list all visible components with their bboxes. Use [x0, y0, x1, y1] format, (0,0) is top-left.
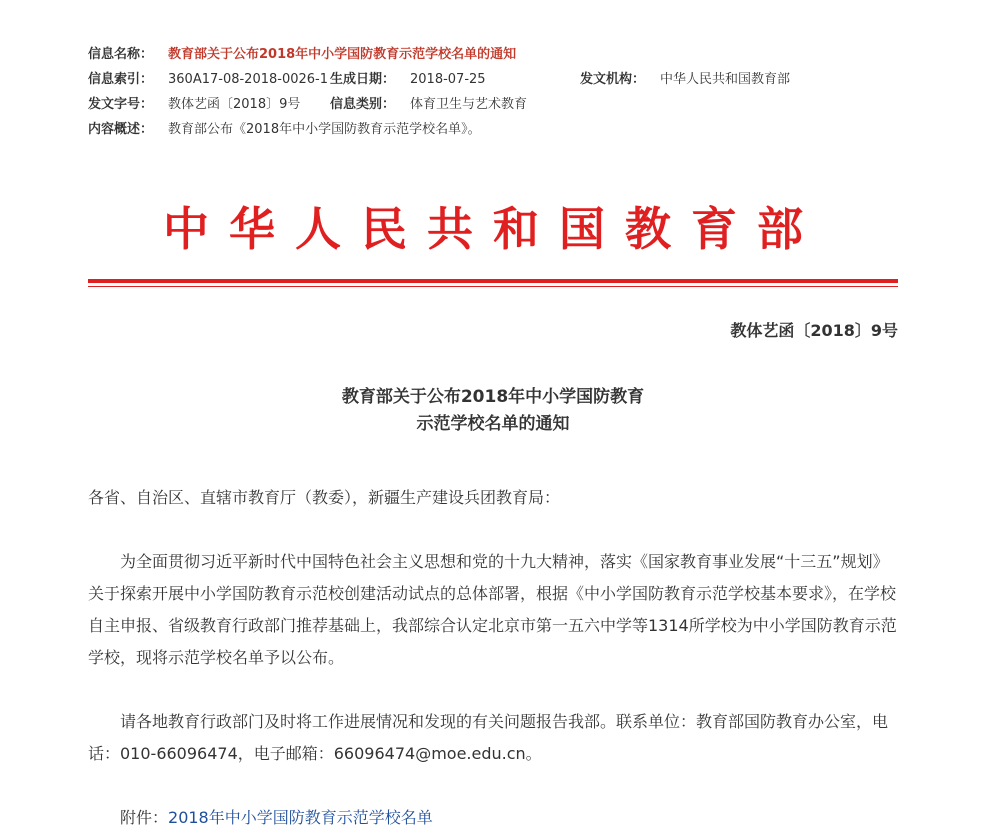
meta-category-label: 信息类别：: [330, 97, 396, 112]
attachment-link[interactable]: 2018年中小学国防教育示范学校名单: [168, 808, 433, 827]
document-title: [88, 384, 898, 438]
salutation: 各省、自治区、直辖市教育厅（教委），新疆生产建设兵团教育局：: [88, 488, 561, 507]
meta-docno-value: 教体艺函〔2018〕9号: [168, 97, 301, 112]
meta-org-label: 发文机构：: [580, 72, 646, 87]
header-red-rule-thick: [88, 279, 898, 283]
meta-summary-label: 内容概述：: [88, 122, 154, 137]
meta-date-label: 生成日期：: [330, 72, 396, 87]
body-paragraph-1: 为全面贯彻习近平新时代中国特色社会主义思想和党的十九大精神，落实《国家教育事业发展“十三五”规划》关于探索开展中小学国防教育示范校创建活动试点的总体部署，根据《中小学国防教育示范学校基本要求》，在学校自主申报、省级教育行政部门推荐基础上，我部综合认定北京市第一五六中学等1314所学校为中小学国防教育示范学校，现将示范学校名单予以公布。: [88, 552, 897, 667]
attachment-line: [88, 802, 900, 834]
ministry-header-title: 中华人民共和国教育部: [163, 202, 823, 256]
document-title-line-2: 示范学校名单的通知: [416, 414, 570, 434]
document-title-line-1: 教育部关于公布2018年中小学国防教育: [341, 387, 645, 407]
document-number: 教体艺函〔2018〕9号: [730, 321, 898, 340]
info-metadata-panel: [88, 42, 908, 142]
meta-index-label: 信息索引：: [88, 72, 154, 87]
meta-org-value: 中华人民共和国教育部: [660, 72, 791, 87]
body-paragraph-2: 请各地教育行政部门及时将工作进展情况和发现的有关问题报告我部。联系单位：教育部国防教育办公室，电话：010-66096474，电子邮箱：66096474@moe.edu.cn。: [88, 712, 889, 763]
meta-row-docno: [88, 92, 908, 117]
attachment-label: 附件：: [120, 808, 169, 827]
meta-summary-value: 教育部公布《2018年中小学国防教育示范学校名单》。: [168, 122, 481, 137]
meta-row-name: [88, 42, 908, 67]
meta-category-value: 体育卫生与艺术教育: [410, 97, 528, 112]
meta-docno-label: 发文字号：: [88, 97, 154, 112]
meta-index-value: 360A17-08-2018-0026-1: [168, 72, 328, 87]
meta-name-value: 教育部关于公布2018年中小学国防教育示范学校名单的通知: [168, 47, 517, 62]
meta-row-index: [88, 67, 908, 92]
meta-name-label: 信息名称：: [88, 47, 154, 62]
meta-date-value: 2018-07-25: [410, 72, 486, 87]
meta-row-summary: [88, 117, 908, 142]
header-red-rule-thin: [88, 286, 898, 287]
